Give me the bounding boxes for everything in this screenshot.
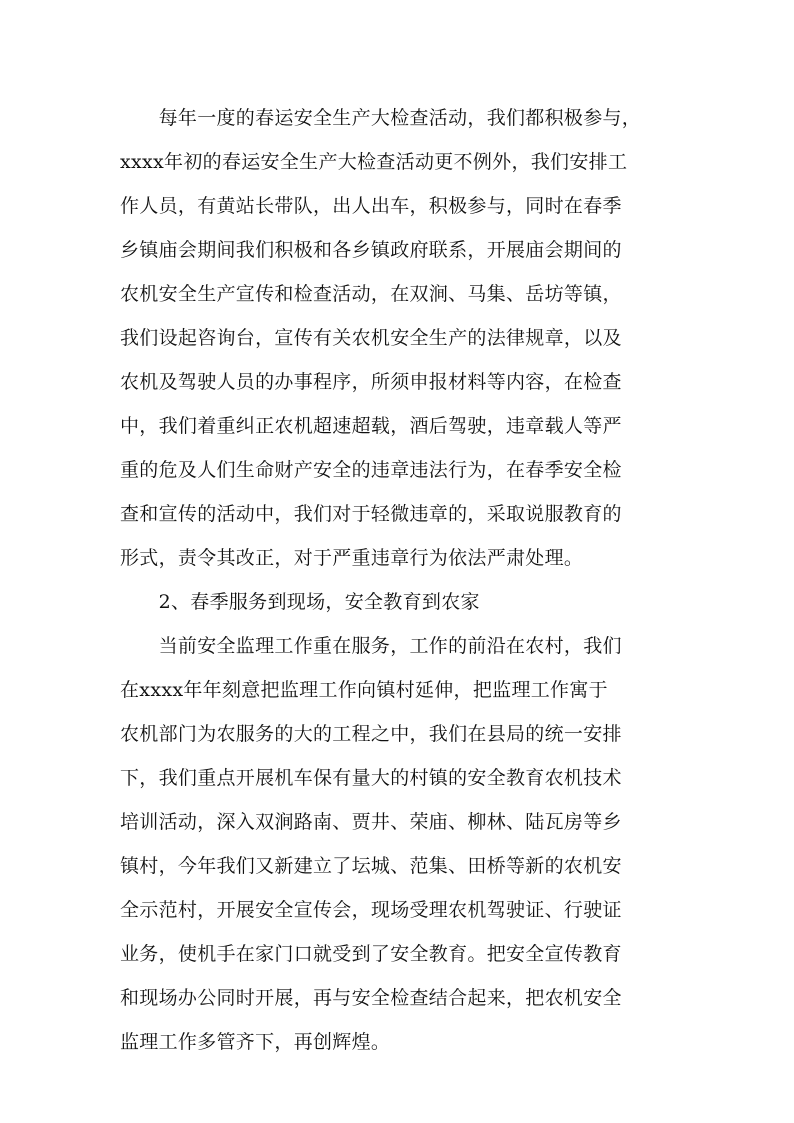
paragraph-line: 查和宣传的活动中，我们对于轻微违章的，采取说服教育的 [120,503,622,525]
paragraph-line: 全示范村，开展安全宣传会，现场受理农机驾驶证、行驶证 [120,899,622,921]
paragraph-line: 培训活动，深入双涧路南、贾井、荣庙、柳林、陆瓦房等乡 [120,811,622,833]
paragraph-line: 农机及驾驶人员的办事程序，所须申报材料等内容，在检查 [120,371,622,393]
paragraph-line: 当前安全监理工作重在服务，工作的前沿在农村，我们 [120,635,622,657]
paragraph-line: 镇村，今年我们又新建立了坛城、范集、田桥等新的农机安 [120,855,622,877]
paragraph-line: 在xxxx年年刻意把监理工作向镇村延伸，把监理工作寓于 [120,679,608,701]
paragraph-line: 业务，使机手在家门口就受到了安全教育。把安全宣传教育 [120,943,622,965]
section-heading: 2、春季服务到现场，安全教育到农家 [120,591,480,613]
paragraph-line: 下，我们重点开展机车保有量大的村镇的安全教育农机技术 [120,767,622,789]
paragraph-line: 农机部门为农服务的大的工程之中，我们在县局的统一安排 [120,723,622,745]
paragraph-line: 形式，责令其改正，对于严重违章行为依法严肃处理。 [120,547,584,569]
paragraph-line: 农机安全生产宣传和检查活动，在双涧、马集、岳坊等镇， [120,283,622,305]
paragraph-line: 每年一度的春运安全生产大检查活动，我们都积极参与， [120,107,642,129]
paragraph-line: 作人员，有黄站长带队，出人出车，积极参与，同时在春季 [120,195,622,217]
paragraph-line: 乡镇庙会期间我们积极和各乡镇政府联系，开展庙会期间的 [120,239,622,261]
paragraph-line: 监理工作多管齐下，再创辉煌。 [120,1031,391,1053]
paragraph-line: xxxx年初的春运安全生产大检查活动更不例外，我们安排工 [120,151,628,173]
paragraph-line: 和现场办公同时开展，再与安全检查结合起来，把农机安全 [120,987,622,1009]
paragraph-line: 中，我们着重纠正农机超速超载，酒后驾驶，违章载人等严 [120,415,622,437]
paragraph-line: 我们设起咨询台，宣传有关农机安全生产的法律规章，以及 [120,327,622,349]
paragraph-line: 重的危及人们生命财产安全的违章违法行为，在春季安全检 [120,459,622,481]
